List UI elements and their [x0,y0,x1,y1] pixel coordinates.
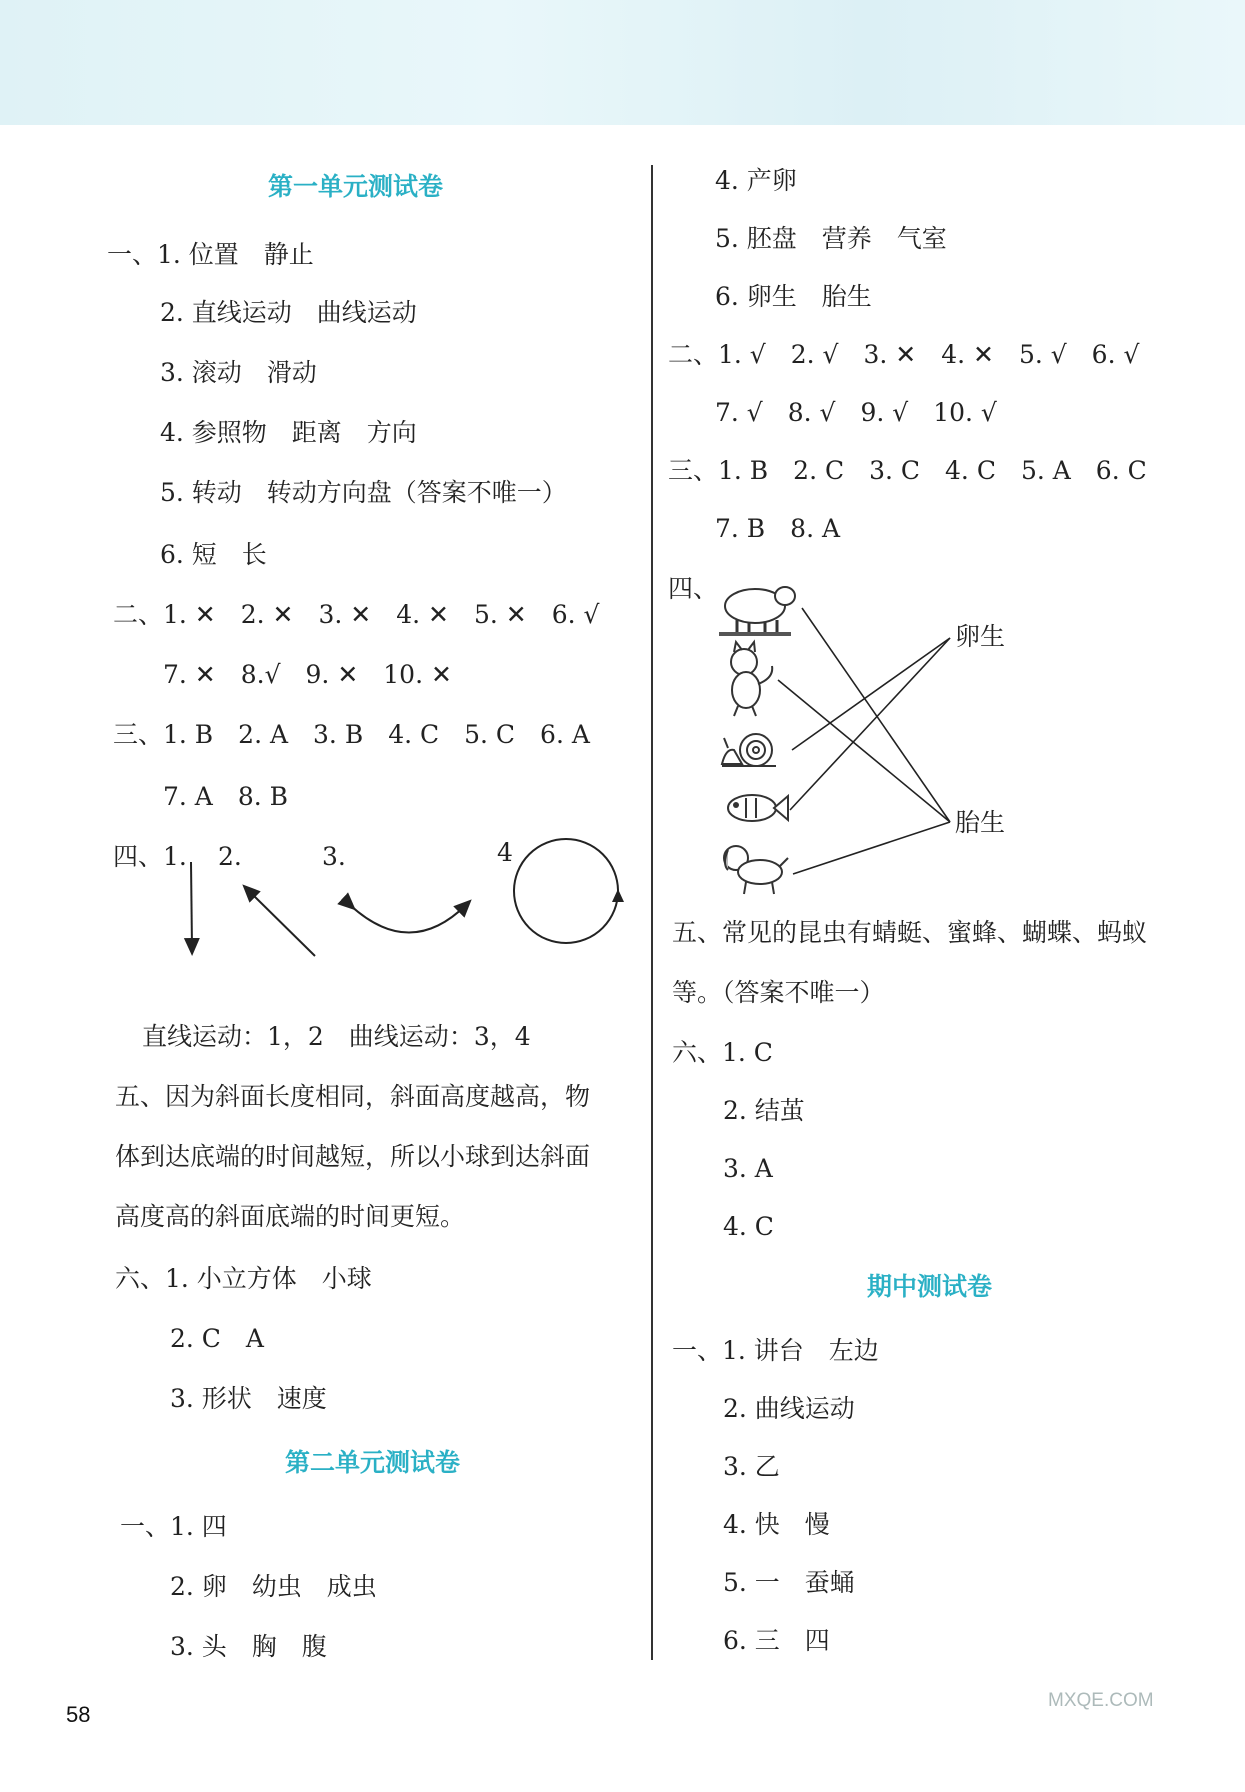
unit1-s3-line: 三、1. B 2. A 3. B 4. C 5. C 6. A [113,720,590,749]
circle-arrowhead [612,889,624,902]
unit1-s3-line: 7. A 8. B [163,782,289,811]
label-viviparous: 胎生 [955,808,1006,837]
unit1-s1-line: 4. 参照物 距离 方向 [160,418,417,447]
cat-icon [731,642,772,716]
unit2-title: 第二单元测试卷 [285,1448,461,1477]
match-line [790,638,950,810]
unit2-cont-s1-line: 6. 卵生 胎生 [715,282,872,311]
midterm-s1-line: 2. 曲线运动 [723,1394,855,1423]
snail-icon [722,734,776,766]
unit1-s6-line: 六、1. 小立方体 小球 [115,1264,372,1293]
unit1-s2-line: 7. ✕ 8.√ 9. ✕ 10. ✕ [163,660,452,689]
midterm-title: 期中测试卷 [867,1272,993,1301]
unit1-s4-n3: 3. [322,842,346,871]
unit2-cont-s6-line: 3. A [723,1154,773,1183]
unit1-s4-n4: 4 [497,838,513,867]
straight-down-arrow [191,862,192,948]
unit2-cont-s1-line: 4. 产卵 [715,166,797,195]
match-line [793,822,950,874]
unit1-s1-line: 2. 直线运动 曲线运动 [160,298,417,327]
match-line [792,638,950,750]
unit1-s1-line: 一、1. 位置 静止 [107,240,314,269]
circular-motion-circle [514,839,618,943]
curved-double-arrow [350,905,466,933]
unit1-s4-summary: 直线运动：1，2 曲线运动：3，4 [142,1022,531,1051]
unit2-cont-s3-line: 三、1. B 2. C 3. C 4. C 5. A 6. C [668,456,1147,485]
unit1-s1-line: 3. 滚动 滑动 [160,358,317,387]
unit1-s6-line: 2. C A [170,1324,264,1353]
unit2-cont-s2-line: 7. √ 8. √ 9. √ 10. √ [715,398,997,427]
label-oviparous: 卵生 [955,622,1006,651]
midterm-s1-line: 3. 乙 [723,1452,780,1481]
unit2-cont-s6-line: 2. 结茧 [723,1096,805,1125]
unit2-cont-s5-line: 等。（答案不唯一） [672,978,885,1007]
unit1-s2-line: 二、1. ✕ 2. ✕ 3. ✕ 4. ✕ 5. ✕ 6. √ [113,600,600,629]
unit2-s1-line: 2. 卵 幼虫 成虫 [170,1572,377,1601]
fish-icon [728,795,788,821]
unit2-cont-s6-line: 六、1. C [672,1038,773,1067]
midterm-s1-line: 4. 快 慢 [723,1510,830,1539]
unit1-s4-n2: 2. [218,842,242,871]
match-line [778,680,950,822]
unit1-s5-line: 五、因为斜面长度相同，斜面高度越高，物 [115,1082,591,1111]
sheep-icon [719,587,795,636]
unit2-cont-s2-line: 二、1. √ 2. √ 3. ✕ 4. ✕ 5. √ 6. √ [668,340,1140,369]
midterm-s1-line: 一、1. 讲台 左边 [672,1336,879,1365]
column-divider [651,165,653,1660]
unit1-title: 第一单元测试卷 [268,172,444,201]
unit2-cont-s6-line: 4. C [723,1212,774,1241]
unit2-cont-s4-label: 四、 [668,574,719,603]
unit2-s1-line: 一、1. 四 [120,1512,227,1541]
midterm-s1-line: 6. 三 四 [723,1626,830,1655]
unit1-s1-line: 5. 转动 转动方向盘（答案不唯一） [160,478,567,507]
unit2-cont-s5-line: 五、常见的昆虫有蜻蜓、蜜蜂、蝴蝶、蚂蚁 [672,918,1148,947]
unit1-s6-line: 3. 形状 速度 [170,1384,327,1413]
dog-icon [724,846,788,894]
match-line [802,608,950,822]
unit1-s1-line: 6. 短 长 [160,540,267,569]
midterm-s1-line: 5. 一 蚕蛹 [723,1568,855,1597]
unit1-s4-label: 四、1. [113,842,187,871]
diagonal-arrow [248,890,315,956]
unit1-s5-line: 体到达底端的时间越短，所以小球到达斜面 [115,1142,591,1171]
watermark: MXQE.COM [1048,1690,1154,1711]
unit2-cont-s1-line: 5. 胚盘 营养 气室 [715,224,947,253]
unit1-s5-line: 高度高的斜面底端的时间更短。 [115,1202,466,1231]
unit2-s1-line: 3. 头 胸 腹 [170,1632,327,1661]
page-number: 58 [66,1702,91,1727]
unit2-cont-s3-line: 7. B 8. A [715,514,841,543]
